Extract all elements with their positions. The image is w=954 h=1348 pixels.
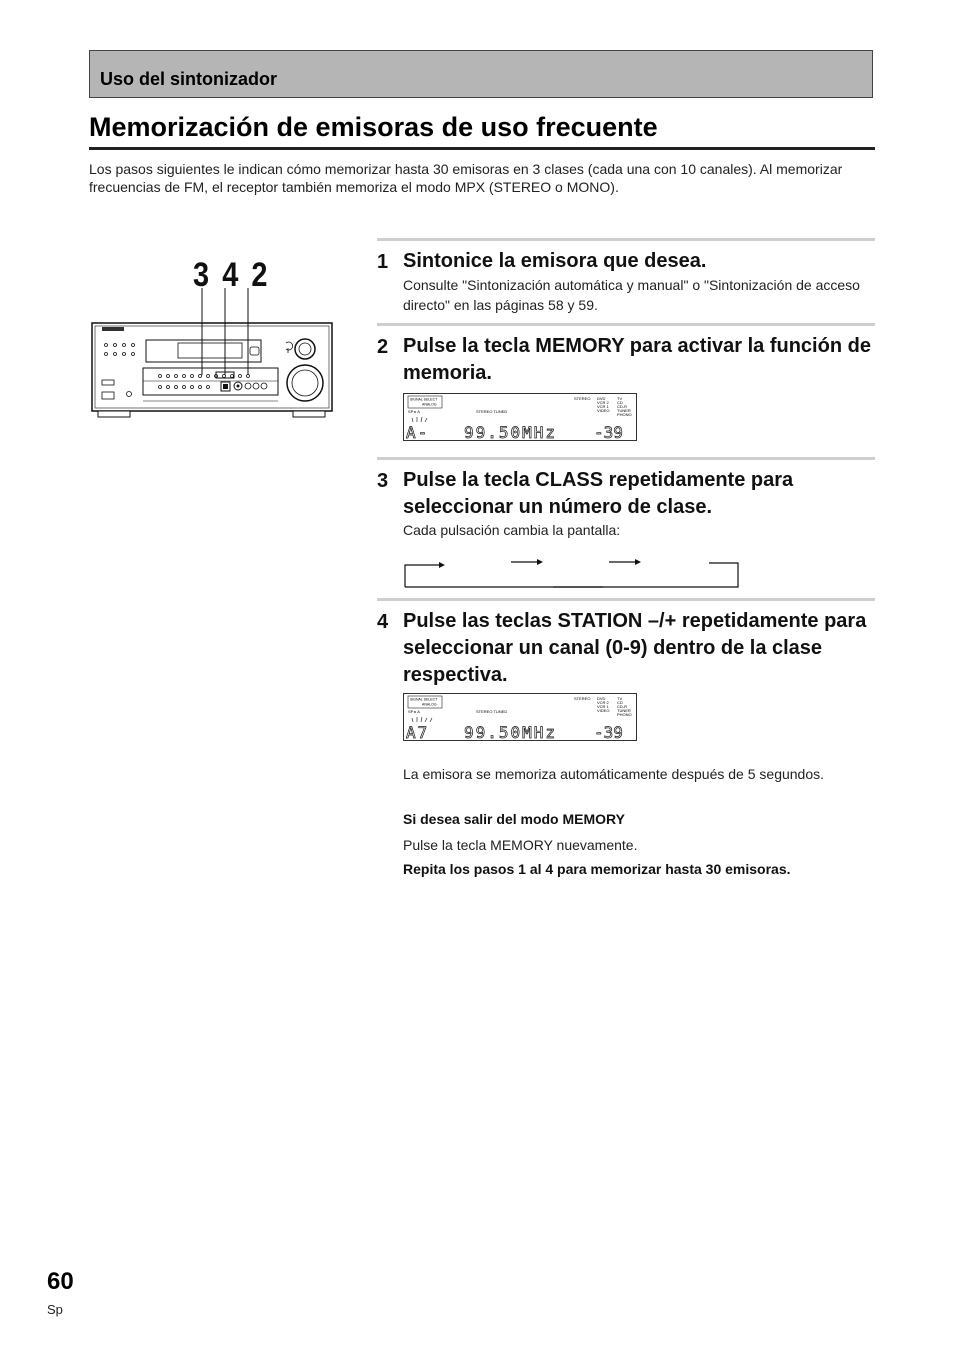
step-number: 2 bbox=[377, 336, 389, 358]
step-divider bbox=[377, 323, 875, 326]
step-title: Pulse las teclas STATION –/+ repetidamente para seleccionar un canal (0-9) dentro de la clase respectiva. bbox=[403, 610, 867, 686]
display-stereo-tuned: STEREO TUNED bbox=[476, 709, 508, 714]
display-class-channel: A7 bbox=[406, 723, 430, 740]
display-input-4: VIDEO bbox=[597, 708, 610, 713]
display-signal-select: SIGNAL SELECT bbox=[410, 697, 438, 702]
auto-memory-note: La emisora se memoriza automáticamente después de 5 segundos. bbox=[403, 766, 825, 782]
step-number: 4 bbox=[377, 611, 389, 633]
receiver-drawing bbox=[88, 288, 334, 426]
display-input-6: CD bbox=[617, 400, 623, 405]
language-code: Sp bbox=[47, 1302, 63, 1317]
display-input-2: VCR 2 bbox=[597, 400, 609, 405]
display-input-7: CD-R bbox=[617, 404, 627, 409]
tuner-display-memory bbox=[403, 393, 637, 441]
step-divider bbox=[377, 457, 875, 460]
display-frequency: 99.50MHz bbox=[464, 423, 558, 440]
display-signal-select: SIGNAL SELECT bbox=[410, 397, 438, 402]
exit-memory-heading: Si desea salir del modo MEMORY bbox=[403, 811, 625, 827]
display-input-8: TUNER bbox=[617, 408, 631, 413]
page-number: 60 bbox=[47, 1268, 74, 1295]
step-divider bbox=[377, 238, 875, 241]
display-analog: ANALOG bbox=[422, 702, 437, 707]
intro-paragraph: Los pasos siguientes le indican cómo memorizar hasta 30 emisoras en 3 clases (cada una con 10 canales). Al memorizar frecuencias de FM, el receptor también memoriza el modo MPX (STEREO o MONO). bbox=[89, 161, 843, 195]
exit-memory-text: Pulse la tecla MEMORY nuevamente. bbox=[403, 837, 638, 853]
repeat-note: Repita los pasos 1 al 4 para memorizar hasta 30 emisoras. bbox=[403, 861, 791, 877]
step-number: 1 bbox=[377, 251, 389, 273]
display-level: -39 bbox=[594, 423, 623, 440]
receiver-front-panel-illustration bbox=[88, 288, 334, 431]
step-divider bbox=[377, 598, 875, 601]
display-analog: ANALOG bbox=[422, 402, 437, 407]
display-input-6: CD bbox=[617, 700, 623, 705]
display-input-1: DVD bbox=[597, 696, 606, 701]
display-input-3: VCR 1 bbox=[597, 704, 609, 709]
section-header-bar bbox=[89, 50, 873, 98]
display-input-8: TUNER bbox=[617, 708, 631, 713]
step-text: Cada pulsación cambia la pantalla: bbox=[403, 522, 621, 538]
display-class-channel: A- bbox=[406, 423, 430, 440]
step-title: Pulse la tecla MEMORY para activar la función de memoria. bbox=[403, 335, 871, 384]
display-frequency: 99.50MHz bbox=[464, 723, 558, 740]
display-input-5: TV bbox=[617, 396, 623, 401]
display-input-2: VCR 2 bbox=[597, 700, 609, 705]
display-sp-ab: SP ▸ A bbox=[408, 709, 420, 714]
class-cycle-diagram bbox=[403, 553, 743, 598]
page-title: Memorización de emisoras de uso frecuente bbox=[89, 112, 875, 150]
figure-callout-numbers: 3 4 2 bbox=[193, 256, 271, 294]
step-title: Sintonice la emisora que desea. bbox=[403, 250, 707, 272]
step-text: Consulte "Sintonización automática y manual" o "Sintonización de acceso directo" en las páginas 58 y 59. bbox=[403, 277, 860, 313]
display-input-9: PHONO bbox=[617, 712, 632, 717]
display-stereo: STEREO bbox=[574, 696, 591, 701]
display-stereo: STEREO bbox=[574, 396, 591, 401]
display-stereo-tuned: STEREO TUNED bbox=[476, 409, 508, 414]
display-input-3: VCR 1 bbox=[597, 404, 609, 409]
display-level: -39 bbox=[594, 723, 623, 740]
tuner-display-channel bbox=[403, 693, 637, 741]
display-sp-ab: SP ▸ A bbox=[408, 409, 420, 414]
display-input-5: TV bbox=[617, 696, 623, 701]
step-number: 3 bbox=[377, 470, 389, 492]
section-header-label: Uso del sintonizador bbox=[100, 69, 278, 89]
step-title: Pulse la tecla CLASS repetidamente para seleccionar un número de clase. bbox=[403, 469, 794, 518]
display-input-7: CD-R bbox=[617, 704, 627, 709]
display-input-4: VIDEO bbox=[597, 408, 610, 413]
display-input-9: PHONO bbox=[617, 412, 632, 417]
display-input-1: DVD bbox=[597, 396, 606, 401]
